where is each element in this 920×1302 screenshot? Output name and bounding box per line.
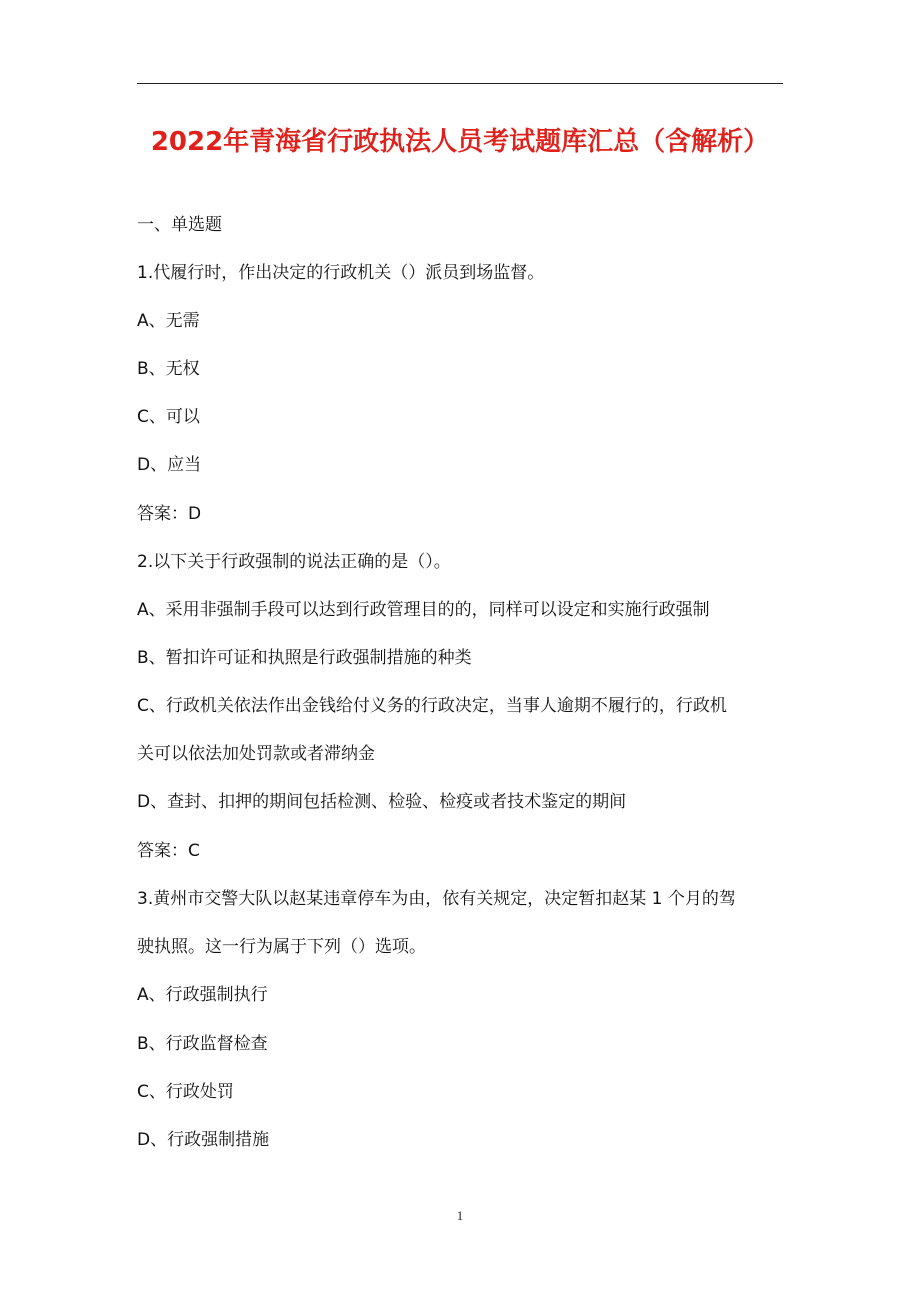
header-rule	[137, 83, 783, 84]
page-number: 1	[456, 1208, 464, 1223]
question-1-option-b: B、无权	[137, 359, 200, 379]
question-1-answer: 答案：D	[137, 504, 202, 524]
section-heading: 一、单选题	[137, 215, 222, 235]
question-1-option-a: A、无需	[137, 311, 200, 331]
question-1-option-c: C、可以	[137, 407, 200, 427]
question-2-option-a: A、采用非强制手段可以达到行政管理目的的，同样可以设定和实施行政强制	[137, 600, 710, 620]
question-2-option-c: C、行政机关依法作出金钱给付义务的行政决定，当事人逾期不履行的，行政机	[137, 696, 727, 716]
question-2-option-b: B、暂扣许可证和执照是行政强制措施的种类	[137, 648, 472, 668]
question-2-answer: 答案：C	[137, 841, 200, 861]
question-3-stem-line-2: 驶执照。这一行为属于下列（）选项。	[137, 937, 426, 957]
question-3-option-a: A、行政强制执行	[137, 985, 268, 1005]
question-2-option-d: D、查封、扣押的期间包括检测、检验、检疫或者技术鉴定的期间	[137, 792, 627, 812]
question-3-stem-line-1: 3.黄州市交警大队以赵某违章停车为由，依有关规定，决定暂扣赵某 1 个月的驾	[137, 889, 736, 909]
document-title: 2022年青海省行政执法人员考试题库汇总（含解析）	[150, 127, 770, 157]
question-3-option-d: D、行政强制措施	[137, 1130, 270, 1150]
question-2-stem: 2.以下关于行政强制的说法正确的是（）。	[137, 552, 451, 572]
question-3-option-b: B、行政监督检查	[137, 1034, 268, 1054]
question-3-option-c: C、行政处罚	[137, 1082, 234, 1102]
question-2-option-c-cont: 关可以依法加处罚款或者滞纳金	[137, 744, 375, 764]
question-1-stem: 1.代履行时，作出决定的行政机关（）派员到场监督。	[137, 263, 545, 283]
question-1-option-d: D、应当	[137, 455, 202, 475]
